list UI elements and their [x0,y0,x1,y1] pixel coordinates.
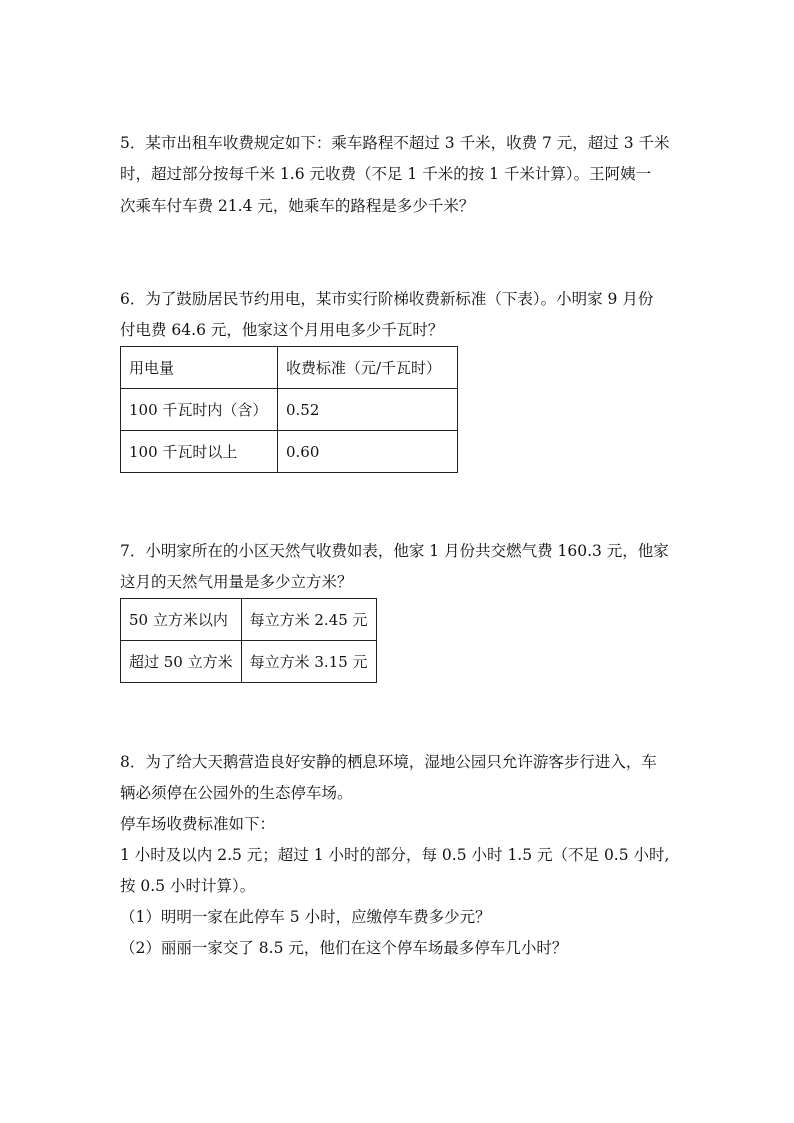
q8-line-2: 辆必须停在公园外的生态停车场。 [120,784,353,802]
q7-line-1: 7．小明家所在的小区天然气收费如表，他家 1 月份共交燃气费 160.3 元，他家 [120,542,669,560]
q6-line-1: 6．为了鼓励居民节约用电，某市实行阶梯收费新标准（下表）。小明家 9 月份 [120,290,654,308]
table-cell: 100 千瓦时以上 [121,431,278,473]
q6-line-2: 付电费 64.6 元，他家这个月用电多少千瓦时？ [120,321,444,339]
table-cell: 50 立方米以内 [121,599,242,641]
q5-line-2: 时，超过部分按每千米 1.6 元收费（不足 1 千米的按 1 千米计算）。王阿姨一 [120,165,652,183]
table-cell: 用电量 [121,347,278,389]
table-row [121,641,377,683]
electricity-rate-table [120,346,458,473]
table-cell: 每立方米 3.15 元 [241,641,376,683]
table-cell: 收费标准（元/千瓦时） [278,347,458,389]
gas-rate-table [120,598,377,683]
q5-line-3: 次乘车付车费 21.4 元，她乘车的路程是多少千米？ [120,197,475,215]
q5-line-1: 5．某市出租车收费规定如下：乘车路程不超过 3 千米，收费 7 元，超过 3 千米 [120,134,670,152]
q8-line-4: 1 小时及以内 2.5 元；超过 1 小时的部分，每 0.5 小时 1.5 元（不足 0.5 小时, [120,846,670,864]
table-cell: 超过 50 立方米 [121,641,242,683]
table-row [121,599,377,641]
q7-line-2: 这月的天然气用量是多少立方米？ [120,573,353,591]
table-cell: 0.60 [278,431,458,473]
table-cell: 每立方米 2.45 元 [241,599,376,641]
q8-line-3: 停车场收费标准如下： [120,815,276,833]
q8-line-1: 8．为了给大天鹅营造良好安静的栖息环境，湿地公园只允许游客步行进入，车 [120,753,657,771]
q8-line-5: 按 0.5 小时计算）。 [120,877,256,895]
table-row [121,347,458,389]
q8-sub-question-2: （2）丽丽一家交了 8.5 元，他们在这个停车场最多停车几小时？ [120,939,568,957]
table-row [121,431,458,473]
table-row [121,389,458,431]
table-cell: 0.52 [278,389,458,431]
table-cell: 100 千瓦时内（含） [121,389,278,431]
q8-sub-question-1: （1）明明一家在此停车 5 小时，应缴停车费多少元？ [120,908,491,926]
